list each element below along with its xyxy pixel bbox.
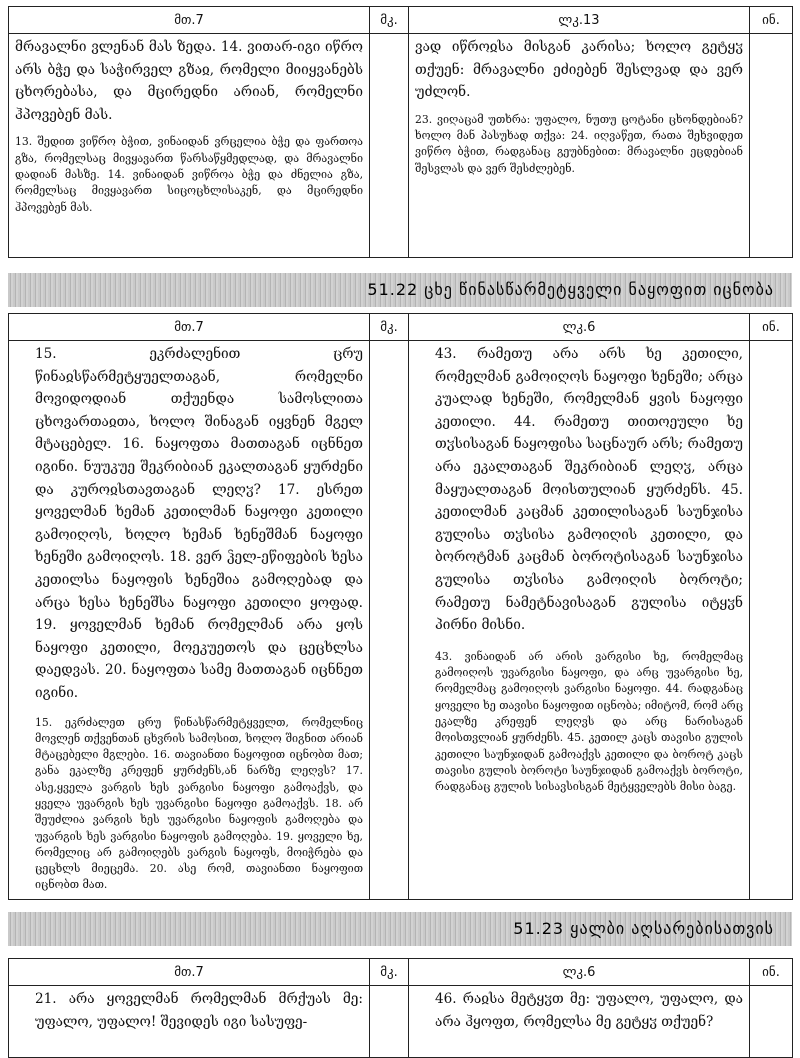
luke-column (409, 34, 750, 258)
section-heading-51-22 (8, 273, 792, 307)
column-header-luke: ლკ.6 (409, 959, 750, 986)
matthew-old-georgian-text: 15. ეკრძალენით ცრუ წინაჲსწარმეტყუელთაგან, რომელნი მოვიდოდიან თქუენდა სამოსლითა ცხოვართაჲთა, ხოლო შინაგან იყვნენ მგელ მტაცებელ. 16. ნაყოფთა მათთაგან იცნნეთ იგინი. ნუუკუე შეკრიბიან ეკალთაგან ყურძენი და კუროჲსთავთაგან ლეღჳ? 17. ესრეთ ყოველმან ხემან კეთილმან ნაყოფი კეთილი გამოიღოს, ხოლო ხემან ხენეშმან ნაყოფი ხენეში გამოიღოს. 18. ვერ ჴელ-ეწიფების ხესა კეთილსა ნაყოფის ხენეშია გამოღებად და არცა ხესა ხენეშსა ნაყოფი კეთილი ყოფად. 19. ყოველმან ხემან რომელმან არა ყოს ნაყოფი კეთილი, მოეკუეთოს და ცეცხლსა დაედვას. 20. ნაყოფთა სამე მათთაგან იცნნეთ იგინი. (35, 346, 363, 701)
column-header-mark: მკ. (370, 959, 409, 986)
section-title: 51.23 ყალბი აღსარებისათვის (513, 919, 774, 938)
john-column (750, 34, 793, 258)
column-header-matthew: მთ.7 (9, 959, 370, 986)
matthew-column (9, 341, 370, 900)
column-header-matthew: მთ.7 (9, 314, 370, 341)
luke-column (409, 341, 750, 900)
luke-modern-translation: 23. ვიღაცამ უთხრა: უფალო, ნუთუ ცოტანი ცხონდებიან? ხოლო მან პასუხად თქვა: 24. იღვაწეთ, რათა შეხვიდეთ ვიწრო ბჭით, რადგანაც გეუბნებით: მრავალნი ეცდებიან შესვლას და ვერ შესძლებენ. (415, 112, 743, 175)
matthew-modern-translation: 13. შედით ვიწრო ბჭით, ვინაიდან ვრცელია ბჭე და ფართოა გზა, რომელსაც მივყავართ წარსაწყმედლად, და მრავალნი დადიან მასზე. 14. ვინაიდან ვიწროა ბჭე და ძნელია გზა, რომელსაც მივყავართ სიცოცხლისაკენ, და მცირედნი ჰპოვებენ მას. (15, 135, 363, 214)
luke-column (409, 986, 750, 1058)
column-header-john: ინ. (750, 314, 793, 341)
luke-old-georgian-text: 46. რაჲსა მეტყჳთ მე: უფალო, უფალო, და არა ჰყოფთ, რომელსა მე გეტყჳ თქუენ? (435, 991, 743, 1030)
synopsis-block-2 (8, 313, 792, 900)
mark-column (370, 986, 409, 1058)
column-header-matthew: მთ.7 (9, 7, 370, 34)
matthew-column (9, 34, 370, 258)
matthew-old-georgian-text: 21. არა ყოველმან რომელმან მრქუას მე: უფალო, უფალო! შევიდეს იგი სასუფე- (35, 991, 363, 1030)
luke-modern-translation: 43. ვინაიდან არ არის ვარგისი ხე, რომელმაც გამოიღოს უვარგისი ნაყოფი, და არც უვარგისი ხე, რომელმაც გამოიღოს ვარგისი ნაყოფი. 44. რადგანაც ყოველი ხე თავისი ნაყოფით იცნობა; იმიტომ, რომ არც ეკალზე კრეფენ ლეღვს და არც ნარისაგან მოისთვლიან ყურძენს. 45. კეთილ კაცს თავისი გულის კეთილი საუნჯიდან გამოაქვს კეთილი და ბოროტ კაცს თავისი გულის ბოროტი საუნჯიდან გამოაქვს ბოროტი, რადგანაც გულის სისავსისგან მეტყველებს მისი ბაგე. (435, 649, 743, 794)
section-heading-51-23 (8, 912, 792, 946)
column-header-mark: მკ. (370, 314, 409, 341)
matthew-column (9, 986, 370, 1058)
column-header-john: ინ. (750, 7, 793, 34)
column-header-luke: ლკ.6 (409, 314, 750, 341)
section-title: 51.22 ცხე წინასწარმეტყველი ნაყოფით იცნობა (367, 280, 774, 299)
mark-column (370, 341, 409, 900)
column-header-john: ინ. (750, 959, 793, 986)
luke-old-georgian-text: 43. რამეთუ არა არს ხე კეთილი, რომელმან გამოიღოს ნაყოფი ხენეში; არცა კუალად ხენეში, რომელმან ყვის ნაყოფი კეთილი. 44. რამეთუ თითოეული ხე თჳსისაგან ნაყოფისა საცნაურ არს; რამეთუ არა ეკალთაგან შეკრიბიან ლეღჳ, არცა მაყუალთაგან მოისთულიან ყურძენს. 45. კეთილმან კაცმან კეთილისაგან საუნჯისა გულისა თჳსისა გამოიღის კეთილი, და ბოროტმან კაცმან ბოროტისაგან საუნჯისა გულისა თჳსისა გამოიღის ბოროტი; რამეთუ ნამეტნავისაგან გულისა იტყჳნ პირნი მისნი. (435, 346, 743, 634)
column-header-luke: ლკ.13 (409, 7, 750, 34)
john-column (750, 986, 793, 1058)
matthew-old-georgian-text: მრავალნი ვლენან მას ზედა. 14. ვითარ-იგი იწრო არს ბჭე და საჭირველ გზაჲ, რომელი მიიყვანებს ცხორებასა, და მცირედნი არიან, რომელნი ჰპოვებენ მას. (15, 39, 363, 123)
matthew-modern-translation: 15. ეკრძალეთ ცრუ წინასწარმეტყველთ, რომელნიც მოვლენ თქვენთან ცხვრის სამოსით, ხოლო შიგნით არიან მტაცებელი მგლები. 16. თავიანთი ნაყოფით იცნობთ მათ; განა ეკალზე კრეფენ ყურძენს,ან ნარზე ლეღვს? 17. ასე,ყველა ვარგის ხეს ვარგისი ნაყოფი გამოაქვს, და ყველა უვარგის ხეს უვარგისი ნაყოფი გამოაქვს. 18. არ შეუძლია ვარგის ხეს უვარგისი ნაყოფის გამოღება და უვარგის ხეს ვარგისი ნაყოფის გამოღება. 19. ყოველი ხე, რომელიც არ გამოიღებს ვარგის ნაყოფს, მოიჭრება და ცეცხლს მიეცემა. 20. ასე რომ, თავიანთი ნაყოფით იცნობთ მათ. (35, 715, 363, 892)
luke-old-georgian-text: ვად იწროჲსა მისგან კარისა; ხოლო გეტყჳ თქუენ: მრავალნი ეძიებენ შესლვად და ვერ უძლონ. (415, 39, 743, 101)
column-header-mark: მკ. (370, 7, 409, 34)
synopsis-block-3 (8, 958, 792, 1053)
synopsis-block-1 (8, 6, 792, 258)
john-column (750, 341, 793, 900)
mark-column (370, 34, 409, 258)
